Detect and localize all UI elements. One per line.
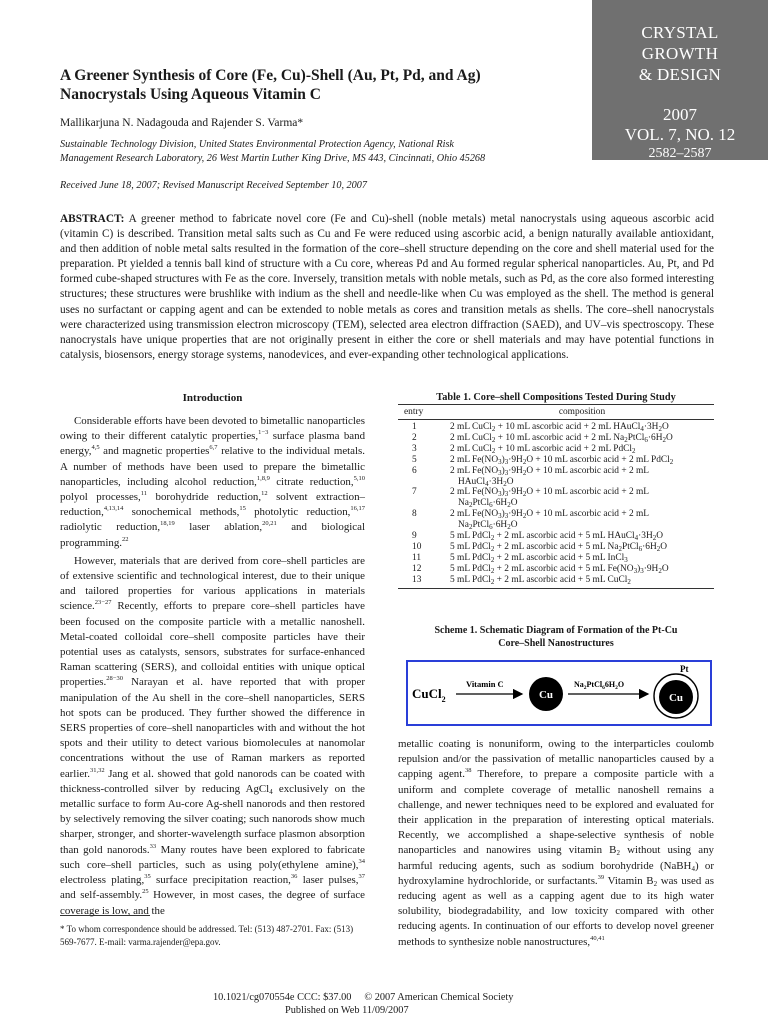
table-row: 13 5 mL PdCl$_2$ + 2 mL ascorbic acid + 5 mL CuCl$_2$ — [398, 575, 714, 588]
core-label: Cu — [538, 689, 554, 701]
scheme-svg — [408, 662, 709, 723]
table-row: 9 5 mL PdCl$_2$ + 2 mL ascorbic acid + 5 mL $HAuCl_4\cdot 3H_2O$ — [412, 531, 664, 543]
table-row: 7 2 mL $Fe(NO_3)_3\cdot 9H_2O + 10$ mL ascorbic acid + 2 mL $Na_2PtCl_6\cdot 6H_2O$ — [412, 487, 650, 510]
introduction-body — [60, 414, 365, 919]
intro-paragraph: However, materials that are derived from core–shell particles are of extensive scientific and technological interest, due to their unique and tailored properties for various applications in materials science.$^{23-27}$ Recently, efforts to prepare core–shell particles have been focused on the composite particle with a metallic nanoshell. Metal-coated colloidal core–shell composite particles have their potential uses as catalysts, sensors, substrates for surface-enhanced Raman scattering (SERS), and colloidal entities with unique optical properties.$^{28-30}$ Narayan et al. have reported that with proper manipulation of the Au shell in the core–shell nanoparticles, SERS hot spots can be produced. They further showed the difference in SERS properties of core–shell nanoparticles with and without the hot spots and their utility to detect various biomolecules at nanomolar concentrations without the use of Raman markers as reported earlier.$^{31,32}$ Jang et al. showed that gold nanorods can be coated with thickness-controlled silver by reducing AgCl$_4$ exclusively on the metallic surface to form Au-core Ag-shell nanorods and then restored by selectively removing the silver coating; such nanorods show much sharper, stronger, and shorter-wavelength surface plasmon absorption than gold nanorods.$^{33}$ Many routes have been explored to fabricate such core–shell particles, such as using poly(ethylene amine),$^{34}$ electroless plating,$^{35}$ surface precipitation reaction,$^{36}$ laser pulses,$^{37}$ and self-assembly.$^{25}$ However, in most cases, the degree of surface coverage is low, and the — [60, 554, 366, 917]
scheme-caption-line1: Scheme 1. Schematic Diagram of Formation of the Pt-Cu — [434, 625, 678, 636]
reactant-label: CuCl$_2$ — [412, 686, 446, 704]
journal-pages: 2582–2587 — [648, 146, 712, 161]
affiliation — [60, 138, 580, 165]
table-row: 5 2 mL $Fe(NO_3)_3\cdot 9H_2O + 10$ mL ascorbic acid + 2 mL PdCl$_2$ — [412, 454, 674, 466]
journal-name-line2: GROWTH — [641, 44, 719, 63]
received-dates: Received June 18, 2007; Revised Manuscript Received September 10, 2007 — [60, 180, 367, 191]
table-row: 12 5 mL PdCl$_2$ + 2 mL ascorbic acid + 5 mL $Fe(NO_3)_3\cdot 9H_2O$ — [412, 563, 669, 575]
shell-label: Pt — [680, 664, 689, 674]
journal-masthead — [592, 0, 768, 160]
arrow-1-label: Vitamin C — [466, 679, 504, 689]
doi-text: 10.1021/cg070554e CCC: $37.00 — [213, 992, 352, 1003]
abstract-label: ABSTRACT: — [60, 213, 125, 225]
table-row: 2 2 mL CuCl$_2$ + 10 mL ascorbic acid + 2 mL $Na_2PtCl_6\cdot 6H_2O$ — [412, 432, 673, 444]
abstract-text: A greener method to fabricate novel core (Fe and Cu)-shell (noble metals) metal nanocrystals using aqueous ascorbic acid (vitamin C) is described. Transition metal salts such as Cu and Fe were reduced using ascorbic acid, a benign naturally available antioxidant, and then addition of noble metal salts resulted in the formation of the core–shell structure depending on the core and shell material used for the preparation. Pt yielded a tennis ball kind of structure with a Cu core, whereas Pd and Au formed regular spherical nanoparticles. Au, Pt, and Pd formed cube-shaped structures with Fe as the core. Inversely, transition metals with noble metals, such as Pd, as the core also formed interesting structures; these structures were brushlike with indium as the shell and needle-like when Cu was employed as the shell. The method is general uses no surfactant or capping agent and can be extended to noble metals as cores and transition metals as shells. The core–shell nanocrystals were characterized using transmission electron microscopy (TEM), selected area electron diffraction (SAED), and UV–vis spectroscopy. These nanocrystals have unique properties that are not originally present in either the core or shell materials and may have potential functions in catalysis, biosensors, energy storage systems, nanodevices, and ever-expanding other technological applications. — [60, 213, 714, 361]
table-row: 11 5 mL PdCl$_2$ + 2 mL ascorbic acid + 5 mL InCl$_3$ — [412, 552, 628, 564]
composition-table — [398, 404, 714, 589]
scheme-caption-line2: Core–Shell Nanostructures — [498, 638, 614, 649]
table-row: 1 2 mL CuCl$_2$ + 10 mL ascorbic acid + 2 mL $HAuCl_4\cdot 3H_2O$ — [412, 422, 669, 433]
copyright-text: © 2007 American Chemical Society — [364, 992, 514, 1003]
journal-year: 2007 — [663, 105, 697, 124]
table-row: 10 5 mL PdCl$_2$ + 2 mL ascorbic acid + 5 mL $Na_2PtCl_6\cdot 6H_2O$ — [412, 541, 668, 553]
core-label-2: Cu — [668, 692, 684, 704]
right-column-body — [398, 737, 714, 950]
scheme-caption — [398, 624, 714, 650]
abstract — [60, 212, 714, 363]
footnote-rule — [60, 915, 150, 916]
affiliation-line2: Management Research Laboratory, 26 West Martin Luther King Drive, MS 443, Cincinnati, Ohio 45268 — [60, 152, 486, 164]
table-row: 8 2 mL $Fe(NO_3)_3\cdot 9H_2O + 10$ mL ascorbic acid + 2 mL $Na_2PtCl_6\cdot 6H_2O$ — [412, 509, 650, 532]
authors: Mallikarjuna N. Nadagouda and Rajender S. Varma* — [60, 117, 304, 129]
affiliation-line1: Sustainable Technology Division, United States Environmental Protection Agency, National Risk — [60, 139, 454, 150]
table-row: 6 2 mL $Fe(NO_3)_3\cdot 9H_2O + 10$ mL ascorbic acid + 2 mL $HAuCl_4\cdot 3H_2O$ — [412, 465, 650, 488]
article-title — [60, 66, 580, 104]
title-line1: A Greener Synthesis of Core (Fe, Cu)-Shell (Au, Pt, Pd, and Ag) — [60, 67, 481, 84]
title-line2: Nanocrystals Using Aqueous Vitamin C — [60, 86, 321, 103]
intro-paragraph-continued: metallic coating is nonuniform, owing to the interparticles coulomb repulsion and/or the passivation of metallic nanoparticles caused by a capping agent.$^{38}$ Therefore, to prepare a composite particle with a uniform and complete coverage of metallic nanoshell remains a challenge, and newer techniques need to be explored and evaluated for their application in the preparation of interesting optical materials. Recently, we accomplished a shape-selective synthesis of noble nanoparticles and nanowires using vitamin $B_2$ without using any harmful reducing agents, such as sodium borohydride (NaBH$_4$) or hydroxylamine hydrochloride, or surfactants.$^{39}$ Vitamin $B_2$ was used as reducing agent as well as a capping agent due to its high water solubility, biodegradability, and low toxicity compared with other reducing agents. In continuation of our efforts to develop novel greener methods to synthesize noble nanostructures,$^{40,41}$ — [398, 738, 714, 948]
correspondence-footnote: * To whom correspondence should be addressed. Tel: (513) 487-2701. Fax: (513) 569-7677. E-mail: varma.rajender@epa.gov. — [60, 924, 354, 947]
journal-name-line1: CRYSTAL — [641, 23, 719, 42]
table-header-composition: composition — [450, 405, 714, 420]
table-title: Table 1. Core–shell Compositions Tested During Study — [436, 392, 676, 403]
footer-doi-line — [213, 992, 513, 1003]
journal-volume: VOL. 7, NO. 12 — [624, 125, 736, 144]
journal-name-line3: & DESIGN — [638, 65, 722, 84]
scheme-diagram — [406, 660, 712, 726]
table-row: 3 2 mL CuCl$_2$ + 10 mL ascorbic acid + 2 mL PdCl$_2$ — [412, 443, 636, 455]
section-heading-introduction: Introduction — [182, 392, 243, 404]
published-date: Published on Web 11/09/2007 — [285, 1005, 409, 1016]
table-header-entry: entry — [398, 405, 450, 420]
intro-paragraph: Considerable efforts have been devoted to bimetallic nanoparticles owing to their different catalytic properties,$^{1-3}$ surface plasma band energy,$^{4,5}$ and magnetic properties$^{6,7}$ relative to the individual metals. A number of methods have been used to prepare the bimetallic nanoparticles, including alcohol reduction,$^{1,8,9}$ citrate reduction,$^{5,10}$ polyol processes,$^{11}$ borohydride reduction,$^{12}$ solvent extraction– reduction,$^{4,13,14}$ sonochemical methods,$^{15}$ photolytic reduction,$^{16,17}$ radiolytic reduction,$^{18,19}$ laser ablation,$^{20,21}$ and biological programming.$^{22}$ — [60, 415, 366, 549]
arrow-2-label: $Na_2PtCl_66H_2O$ — [574, 680, 625, 691]
